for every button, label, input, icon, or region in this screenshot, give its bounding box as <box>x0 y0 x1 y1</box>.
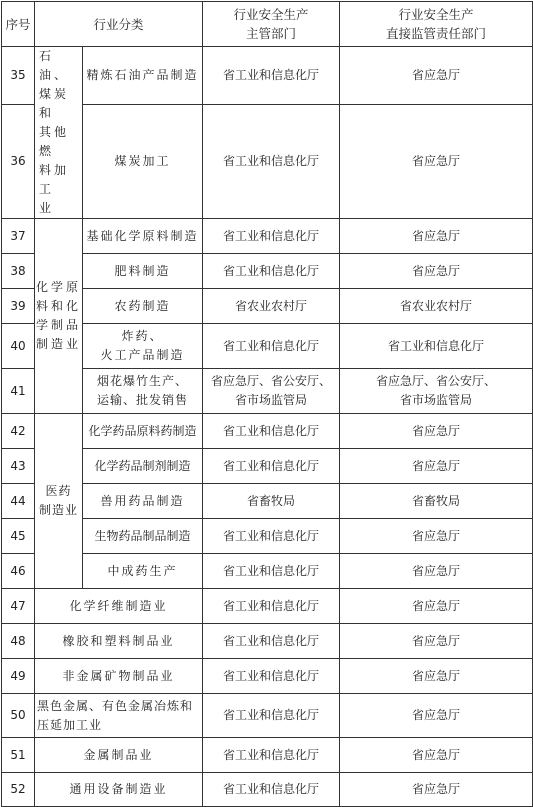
dept-cell: 省工业和信息化厅 <box>203 738 340 773</box>
subcategory: 肥料制造 <box>83 254 203 289</box>
category: 金属制品业 <box>35 738 203 773</box>
dept-cell: 省工业和信息化厅 <box>203 324 340 369</box>
direct-cell: 省应急厅 <box>340 659 533 694</box>
dept-cell: 省工业和信息化厅 <box>203 659 340 694</box>
table-row <box>2 219 533 254</box>
row-number: 38 <box>2 254 35 289</box>
industry-safety-table <box>1 1 533 807</box>
row-number: 47 <box>2 589 35 624</box>
row-number: 36 <box>2 105 35 219</box>
direct-cell: 省应急厅 <box>340 738 533 773</box>
direct-cell: 省应急厅 <box>340 519 533 554</box>
row-number: 44 <box>2 484 35 519</box>
table-row <box>2 47 533 105</box>
direct-cell: 省农业农村厅 <box>340 289 533 324</box>
row-number: 49 <box>2 659 35 694</box>
direct-cell: 省应急厅、省公安厅、 省市场监管局 <box>340 369 533 414</box>
row-number: 48 <box>2 624 35 659</box>
table-row <box>2 659 533 694</box>
direct-cell: 省应急厅 <box>340 47 533 105</box>
row-number: 40 <box>2 324 35 369</box>
header-direct: 行业安全生产 直接监管责任部门 <box>340 2 533 47</box>
subcategory: 化学药品制剂制造 <box>83 449 203 484</box>
row-number: 37 <box>2 219 35 254</box>
direct-cell: 省应急厅 <box>340 773 533 807</box>
direct-cell: 省工业和信息化厅 <box>340 324 533 369</box>
category: 通用设备制造业 <box>35 773 203 807</box>
direct-cell: 省应急厅 <box>340 589 533 624</box>
dept-cell: 省工业和信息化厅 <box>203 254 340 289</box>
subcategory: 炸药、 火工产品制造 <box>83 324 203 369</box>
direct-cell: 省应急厅 <box>340 694 533 738</box>
direct-cell: 省应急厅 <box>340 254 533 289</box>
dept-cell: 省畜牧局 <box>203 484 340 519</box>
row-number: 35 <box>2 47 35 105</box>
dept-cell: 省农业农村厅 <box>203 289 340 324</box>
direct-cell: 省应急厅 <box>340 414 533 449</box>
dept-cell: 省工业和信息化厅 <box>203 105 340 219</box>
category: 黑色金属、有色金属冶炼和 压延加工业 <box>35 694 203 738</box>
subcategory: 烟花爆竹生产、 运输、批发销售 <box>83 369 203 414</box>
direct-cell: 省应急厅 <box>340 449 533 484</box>
dept-cell: 省工业和信息化厅 <box>203 624 340 659</box>
header-dept: 行业安全生产 主管部门 <box>203 2 340 47</box>
row-number: 42 <box>2 414 35 449</box>
dept-cell: 省工业和信息化厅 <box>203 47 340 105</box>
group-chem: 化学原 料和化 学制品 制造业 <box>35 219 83 414</box>
group-petro: 石油、 煤炭和 其他燃 料加工 业 <box>35 47 83 219</box>
row-number: 50 <box>2 694 35 738</box>
direct-cell: 省畜牧局 <box>340 484 533 519</box>
group-med: 医药 制造业 <box>35 414 83 589</box>
table-row <box>2 773 533 807</box>
dept-cell: 省工业和信息化厅 <box>203 219 340 254</box>
header-row <box>2 2 533 47</box>
row-number: 41 <box>2 369 35 414</box>
category: 非金属矿物制品业 <box>35 659 203 694</box>
direct-cell: 省应急厅 <box>340 624 533 659</box>
header-category: 行业分类 <box>35 2 203 47</box>
subcategory: 兽用药品制造 <box>83 484 203 519</box>
category: 橡胶和塑料制品业 <box>35 624 203 659</box>
direct-cell: 省应急厅 <box>340 554 533 589</box>
dept-cell: 省工业和信息化厅 <box>203 519 340 554</box>
subcategory: 农药制造 <box>83 289 203 324</box>
dept-cell: 省应急厅、省公安厅、 省市场监管局 <box>203 369 340 414</box>
table-row <box>2 694 533 738</box>
category: 化学纤维制造业 <box>35 589 203 624</box>
row-number: 45 <box>2 519 35 554</box>
subcategory: 煤炭加工 <box>83 105 203 219</box>
dept-cell: 省工业和信息化厅 <box>203 589 340 624</box>
dept-cell: 省工业和信息化厅 <box>203 694 340 738</box>
subcategory: 精炼石油产品制造 <box>83 47 203 105</box>
subcategory: 中成药生产 <box>83 554 203 589</box>
dept-cell: 省工业和信息化厅 <box>203 773 340 807</box>
subcategory: 生物药品制品制造 <box>83 519 203 554</box>
dept-cell: 省工业和信息化厅 <box>203 449 340 484</box>
subcategory: 化学药品原料药制造 <box>83 414 203 449</box>
table-row <box>2 624 533 659</box>
dept-cell: 省工业和信息化厅 <box>203 414 340 449</box>
row-number: 43 <box>2 449 35 484</box>
direct-cell: 省应急厅 <box>340 219 533 254</box>
row-number: 39 <box>2 289 35 324</box>
table-row <box>2 589 533 624</box>
row-number: 46 <box>2 554 35 589</box>
subcategory: 基础化学原料制造 <box>83 219 203 254</box>
table-row <box>2 414 533 449</box>
row-number: 52 <box>2 773 35 807</box>
header-seq: 序号 <box>2 2 35 47</box>
row-number: 51 <box>2 738 35 773</box>
dept-cell: 省工业和信息化厅 <box>203 554 340 589</box>
direct-cell: 省应急厅 <box>340 105 533 219</box>
